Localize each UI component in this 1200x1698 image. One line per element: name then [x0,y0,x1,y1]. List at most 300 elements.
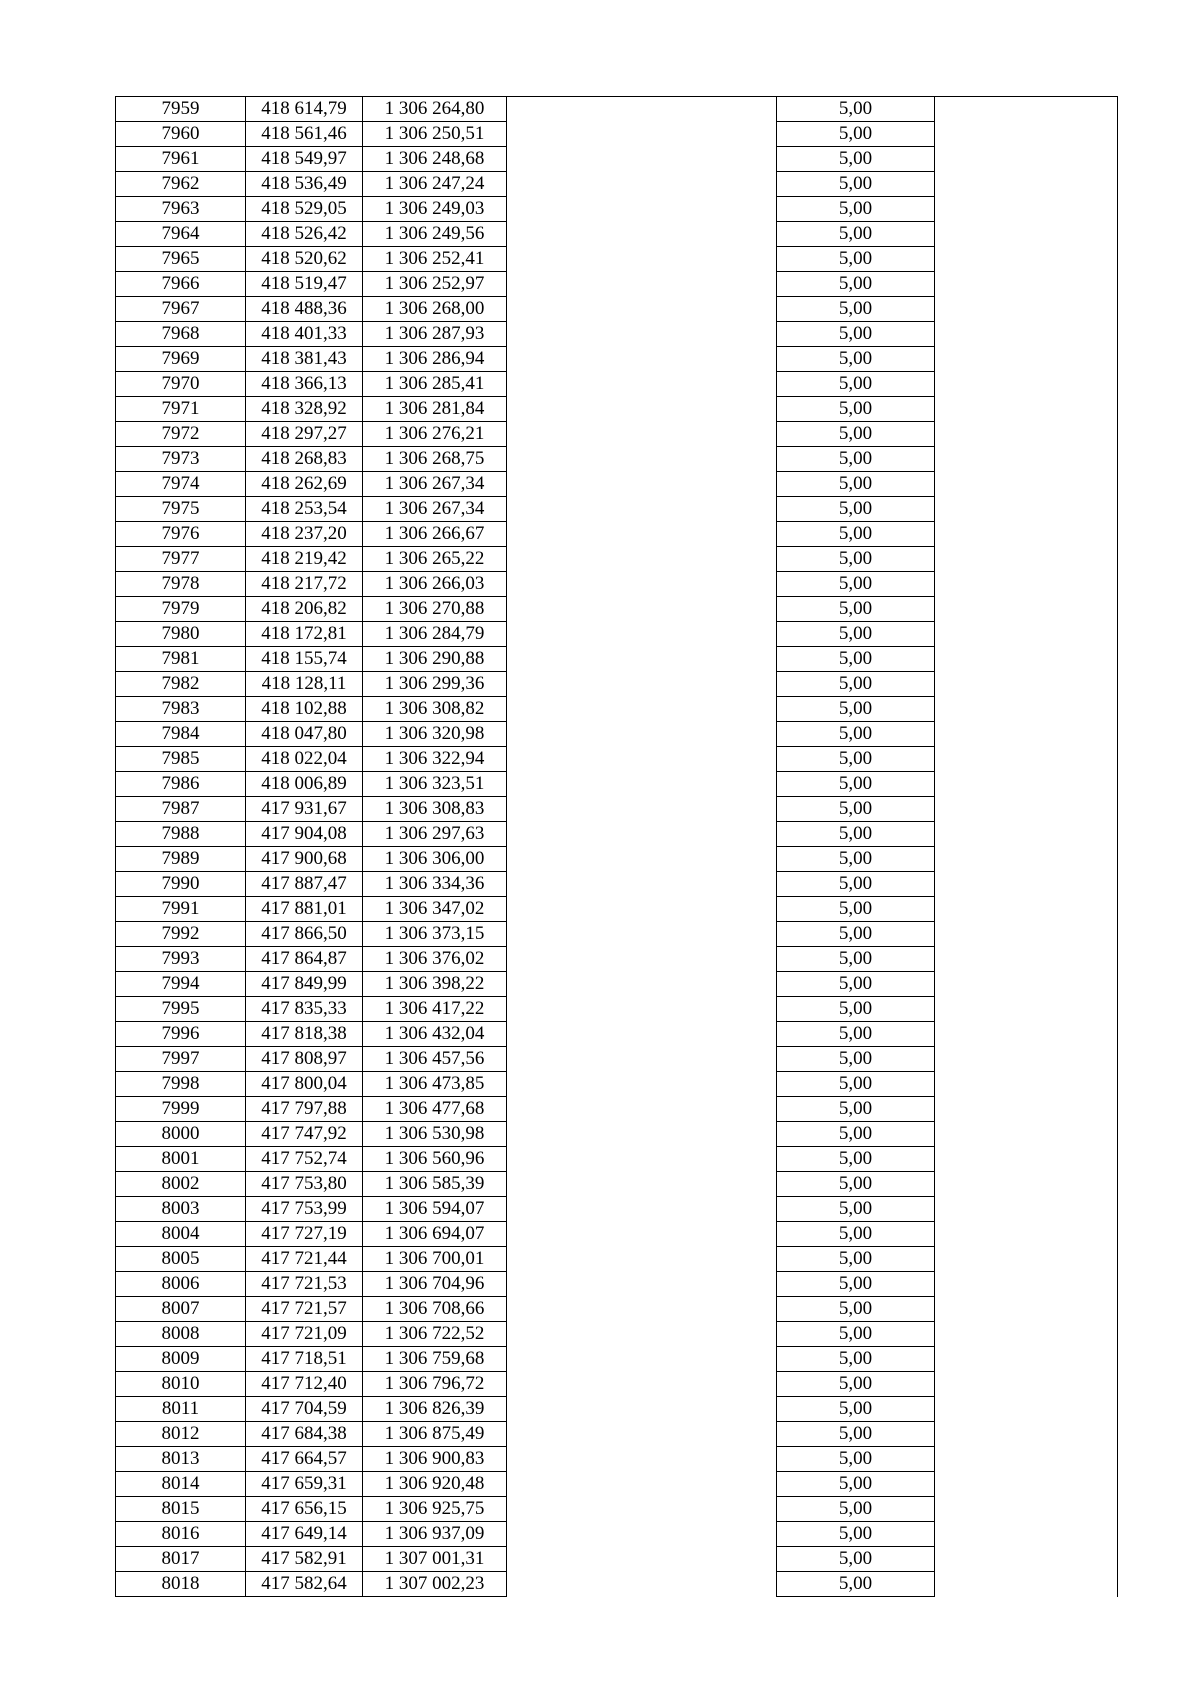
table-row [116,1222,1118,1247]
x-coordinate-cell: 418 381,43 [246,347,363,372]
value-cell: 5,00 [777,997,935,1022]
y-coordinate-cell: 1 306 694,07 [363,1222,507,1247]
table-row [116,1422,1118,1447]
table-row [116,872,1118,897]
empty-cell [507,597,777,622]
value-cell: 5,00 [777,322,935,347]
empty-cell [935,197,1118,222]
table-row [116,372,1118,397]
empty-cell [507,572,777,597]
empty-cell [935,147,1118,172]
table-row [116,847,1118,872]
table-row [116,1072,1118,1097]
table-row [116,1472,1118,1497]
table-row [116,697,1118,722]
y-coordinate-cell: 1 306 248,68 [363,147,507,172]
empty-cell [507,1572,777,1597]
value-cell: 5,00 [777,297,935,322]
value-cell: 5,00 [777,1147,935,1172]
point-number-cell: 8006 [116,1272,246,1297]
x-coordinate-cell: 417 721,53 [246,1272,363,1297]
x-coordinate-cell: 418 297,27 [246,422,363,447]
x-coordinate-cell: 418 219,42 [246,547,363,572]
table-row [116,247,1118,272]
x-coordinate-cell: 417 659,31 [246,1472,363,1497]
y-coordinate-cell: 1 306 376,02 [363,947,507,972]
empty-cell [507,1272,777,1297]
y-coordinate-cell: 1 306 268,00 [363,297,507,322]
point-number-cell: 7975 [116,497,246,522]
empty-cell [507,1222,777,1247]
empty-cell [935,97,1118,122]
table-row [116,747,1118,772]
table-row [116,1047,1118,1072]
x-coordinate-cell: 417 835,33 [246,997,363,1022]
table-row [116,1147,1118,1172]
y-coordinate-cell: 1 306 796,72 [363,1372,507,1397]
x-coordinate-cell: 418 172,81 [246,622,363,647]
empty-cell [935,397,1118,422]
empty-cell [507,197,777,222]
empty-cell [935,1047,1118,1072]
x-coordinate-cell: 417 747,92 [246,1122,363,1147]
empty-cell [507,547,777,572]
x-coordinate-cell: 417 753,99 [246,1197,363,1222]
x-coordinate-cell: 417 904,08 [246,822,363,847]
point-number-cell: 8012 [116,1422,246,1447]
empty-cell [935,547,1118,572]
point-number-cell: 7987 [116,797,246,822]
value-cell: 5,00 [777,197,935,222]
empty-cell [507,147,777,172]
point-number-cell: 7959 [116,97,246,122]
empty-cell [935,1197,1118,1222]
empty-cell [935,1322,1118,1347]
x-coordinate-cell: 418 561,46 [246,122,363,147]
y-coordinate-cell: 1 306 594,07 [363,1197,507,1222]
empty-cell [935,947,1118,972]
point-number-cell: 8017 [116,1547,246,1572]
value-cell: 5,00 [777,1572,935,1597]
x-coordinate-cell: 417 664,57 [246,1447,363,1472]
x-coordinate-cell: 418 268,83 [246,447,363,472]
point-number-cell: 7996 [116,1022,246,1047]
empty-cell [935,872,1118,897]
empty-cell [935,697,1118,722]
x-coordinate-cell: 417 649,14 [246,1522,363,1547]
x-coordinate-cell: 417 721,57 [246,1297,363,1322]
coordinates-table [115,96,1118,1597]
y-coordinate-cell: 1 306 457,56 [363,1047,507,1072]
value-cell: 5,00 [777,897,935,922]
empty-cell [935,1547,1118,1572]
value-cell: 5,00 [777,797,935,822]
y-coordinate-cell: 1 306 530,98 [363,1122,507,1147]
x-coordinate-cell: 417 704,59 [246,1397,363,1422]
empty-cell [507,622,777,647]
point-number-cell: 7982 [116,672,246,697]
point-number-cell: 7989 [116,847,246,872]
value-cell: 5,00 [777,497,935,522]
table-row [116,1572,1118,1597]
empty-cell [507,797,777,822]
empty-cell [935,247,1118,272]
x-coordinate-cell: 417 866,50 [246,922,363,947]
point-number-cell: 7995 [116,997,246,1022]
value-cell: 5,00 [777,747,935,772]
point-number-cell: 7999 [116,1097,246,1122]
table-row [116,1197,1118,1222]
value-cell: 5,00 [777,122,935,147]
table-row [116,1172,1118,1197]
y-coordinate-cell: 1 306 252,41 [363,247,507,272]
empty-cell [507,672,777,697]
table-row [116,897,1118,922]
point-number-cell: 8002 [116,1172,246,1197]
empty-cell [507,1122,777,1147]
empty-cell [507,1322,777,1347]
empty-cell [507,222,777,247]
value-cell: 5,00 [777,1072,935,1097]
empty-cell [507,1522,777,1547]
empty-cell [935,922,1118,947]
value-cell: 5,00 [777,372,935,397]
y-coordinate-cell: 1 306 432,04 [363,1022,507,1047]
y-coordinate-cell: 1 306 320,98 [363,722,507,747]
point-number-cell: 7968 [116,322,246,347]
empty-cell [935,497,1118,522]
y-coordinate-cell: 1 306 299,36 [363,672,507,697]
point-number-cell: 8000 [116,1122,246,1147]
value-cell: 5,00 [777,647,935,672]
empty-cell [935,1097,1118,1122]
table-row [116,997,1118,1022]
x-coordinate-cell: 417 797,88 [246,1097,363,1122]
empty-cell [935,772,1118,797]
point-number-cell: 7993 [116,947,246,972]
table-row [116,122,1118,147]
empty-cell [507,922,777,947]
x-coordinate-cell: 418 237,20 [246,522,363,547]
value-cell: 5,00 [777,1347,935,1372]
empty-cell [507,297,777,322]
empty-cell [507,122,777,147]
value-cell: 5,00 [777,622,935,647]
table-row [116,972,1118,997]
y-coordinate-cell: 1 306 937,09 [363,1522,507,1547]
empty-cell [507,697,777,722]
empty-cell [507,772,777,797]
empty-cell [507,1072,777,1097]
empty-cell [935,1347,1118,1372]
empty-cell [935,272,1118,297]
y-coordinate-cell: 1 306 925,75 [363,1497,507,1522]
empty-cell [507,1097,777,1122]
y-coordinate-cell: 1 306 266,03 [363,572,507,597]
x-coordinate-cell: 417 800,04 [246,1072,363,1097]
value-cell: 5,00 [777,272,935,297]
empty-cell [935,647,1118,672]
empty-cell [935,997,1118,1022]
x-coordinate-cell: 417 721,09 [246,1322,363,1347]
value-cell: 5,00 [777,172,935,197]
table-row [116,1322,1118,1347]
y-coordinate-cell: 1 306 267,34 [363,497,507,522]
value-cell: 5,00 [777,1297,935,1322]
x-coordinate-cell: 417 818,38 [246,1022,363,1047]
empty-cell [935,422,1118,447]
table-body [116,97,1118,1597]
y-coordinate-cell: 1 306 900,83 [363,1447,507,1472]
y-coordinate-cell: 1 307 001,31 [363,1547,507,1572]
empty-cell [935,1222,1118,1247]
point-number-cell: 7986 [116,772,246,797]
point-number-cell: 8015 [116,1497,246,1522]
point-number-cell: 7990 [116,872,246,897]
point-number-cell: 7980 [116,622,246,647]
y-coordinate-cell: 1 306 287,93 [363,322,507,347]
value-cell: 5,00 [777,772,935,797]
empty-cell [935,1522,1118,1547]
y-coordinate-cell: 1 306 247,24 [363,172,507,197]
y-coordinate-cell: 1 306 704,96 [363,1272,507,1297]
point-number-cell: 7960 [116,122,246,147]
empty-cell [507,897,777,922]
y-coordinate-cell: 1 306 560,96 [363,1147,507,1172]
x-coordinate-cell: 417 849,99 [246,972,363,997]
point-number-cell: 7972 [116,422,246,447]
table-row [116,1122,1118,1147]
empty-cell [935,1447,1118,1472]
value-cell: 5,00 [777,922,935,947]
y-coordinate-cell: 1 306 875,49 [363,1422,507,1447]
empty-cell [507,1197,777,1222]
x-coordinate-cell: 417 752,74 [246,1147,363,1172]
x-coordinate-cell: 418 253,54 [246,497,363,522]
point-number-cell: 8011 [116,1397,246,1422]
empty-cell [507,172,777,197]
y-coordinate-cell: 1 306 250,51 [363,122,507,147]
x-coordinate-cell: 418 047,80 [246,722,363,747]
empty-cell [507,1347,777,1372]
empty-cell [507,1047,777,1072]
table-row [116,1097,1118,1122]
empty-cell [935,722,1118,747]
table-row [116,197,1118,222]
value-cell: 5,00 [777,947,935,972]
point-number-cell: 7983 [116,697,246,722]
point-number-cell: 7979 [116,597,246,622]
x-coordinate-cell: 418 022,04 [246,747,363,772]
empty-cell [507,1397,777,1422]
table-row [116,1272,1118,1297]
empty-cell [935,1272,1118,1297]
value-cell: 5,00 [777,822,935,847]
empty-cell [935,672,1118,697]
point-number-cell: 8008 [116,1322,246,1347]
y-coordinate-cell: 1 306 308,82 [363,697,507,722]
value-cell: 5,00 [777,422,935,447]
table-row [116,547,1118,572]
empty-cell [507,647,777,672]
y-coordinate-cell: 1 306 700,01 [363,1247,507,1272]
y-coordinate-cell: 1 307 002,23 [363,1572,507,1597]
point-number-cell: 8009 [116,1347,246,1372]
empty-cell [935,622,1118,647]
table-row [116,272,1118,297]
empty-cell [935,1372,1118,1397]
x-coordinate-cell: 418 155,74 [246,647,363,672]
empty-cell [507,747,777,772]
point-number-cell: 7976 [116,522,246,547]
point-number-cell: 8016 [116,1522,246,1547]
empty-cell [507,1147,777,1172]
y-coordinate-cell: 1 306 308,83 [363,797,507,822]
table-row [116,572,1118,597]
point-number-cell: 7967 [116,297,246,322]
point-number-cell: 7984 [116,722,246,747]
empty-cell [935,297,1118,322]
value-cell: 5,00 [777,1022,935,1047]
y-coordinate-cell: 1 306 286,94 [363,347,507,372]
x-coordinate-cell: 418 262,69 [246,472,363,497]
x-coordinate-cell: 417 684,38 [246,1422,363,1447]
empty-cell [507,1247,777,1272]
x-coordinate-cell: 417 718,51 [246,1347,363,1372]
table-row [116,772,1118,797]
table-row [116,647,1118,672]
table-row [116,597,1118,622]
empty-cell [507,272,777,297]
y-coordinate-cell: 1 306 297,63 [363,822,507,847]
value-cell: 5,00 [777,147,935,172]
point-number-cell: 7969 [116,347,246,372]
value-cell: 5,00 [777,1172,935,1197]
y-coordinate-cell: 1 306 270,88 [363,597,507,622]
value-cell: 5,00 [777,1472,935,1497]
value-cell: 5,00 [777,247,935,272]
point-number-cell: 8014 [116,1472,246,1497]
y-coordinate-cell: 1 306 920,48 [363,1472,507,1497]
empty-cell [935,1122,1118,1147]
y-coordinate-cell: 1 306 266,67 [363,522,507,547]
value-cell: 5,00 [777,1372,935,1397]
x-coordinate-cell: 418 614,79 [246,97,363,122]
value-cell: 5,00 [777,1122,935,1147]
value-cell: 5,00 [777,1322,935,1347]
empty-cell [935,447,1118,472]
value-cell: 5,00 [777,1247,935,1272]
empty-cell [507,1422,777,1447]
y-coordinate-cell: 1 306 759,68 [363,1347,507,1372]
table-row [116,797,1118,822]
empty-cell [935,897,1118,922]
empty-cell [507,722,777,747]
point-number-cell: 7970 [116,372,246,397]
empty-cell [507,372,777,397]
value-cell: 5,00 [777,1447,935,1472]
y-coordinate-cell: 1 306 323,51 [363,772,507,797]
empty-cell [935,1397,1118,1422]
y-coordinate-cell: 1 306 252,97 [363,272,507,297]
empty-cell [507,1297,777,1322]
empty-cell [507,872,777,897]
table-row [116,522,1118,547]
y-coordinate-cell: 1 306 284,79 [363,622,507,647]
empty-cell [935,322,1118,347]
x-coordinate-cell: 417 887,47 [246,872,363,897]
empty-cell [935,1172,1118,1197]
x-coordinate-cell: 418 526,42 [246,222,363,247]
y-coordinate-cell: 1 306 708,66 [363,1297,507,1322]
value-cell: 5,00 [777,597,935,622]
empty-cell [935,347,1118,372]
value-cell: 5,00 [777,1222,935,1247]
empty-cell [507,1172,777,1197]
empty-cell [507,447,777,472]
x-coordinate-cell: 418 401,33 [246,322,363,347]
y-coordinate-cell: 1 306 264,80 [363,97,507,122]
x-coordinate-cell: 418 128,11 [246,672,363,697]
x-coordinate-cell: 417 753,80 [246,1172,363,1197]
empty-cell [507,97,777,122]
point-number-cell: 8004 [116,1222,246,1247]
empty-cell [935,1497,1118,1522]
y-coordinate-cell: 1 306 268,75 [363,447,507,472]
x-coordinate-cell: 417 881,01 [246,897,363,922]
empty-cell [935,222,1118,247]
point-number-cell: 7988 [116,822,246,847]
empty-cell [935,1022,1118,1047]
x-coordinate-cell: 418 006,89 [246,772,363,797]
empty-cell [507,1497,777,1522]
y-coordinate-cell: 1 306 249,56 [363,222,507,247]
empty-cell [507,472,777,497]
empty-cell [935,822,1118,847]
point-number-cell: 7991 [116,897,246,922]
x-coordinate-cell: 418 520,62 [246,247,363,272]
table-row [116,172,1118,197]
x-coordinate-cell: 418 366,13 [246,372,363,397]
empty-cell [507,972,777,997]
value-cell: 5,00 [777,397,935,422]
point-number-cell: 7963 [116,197,246,222]
x-coordinate-cell: 418 549,97 [246,147,363,172]
x-coordinate-cell: 418 529,05 [246,197,363,222]
y-coordinate-cell: 1 306 276,21 [363,422,507,447]
empty-cell [507,1022,777,1047]
table-row [116,422,1118,447]
point-number-cell: 7978 [116,572,246,597]
empty-cell [935,172,1118,197]
value-cell: 5,00 [777,722,935,747]
table-row [116,1497,1118,1522]
empty-cell [507,322,777,347]
empty-cell [507,422,777,447]
y-coordinate-cell: 1 306 290,88 [363,647,507,672]
point-number-cell: 7994 [116,972,246,997]
empty-cell [935,1472,1118,1497]
table-row [116,222,1118,247]
value-cell: 5,00 [777,1522,935,1547]
empty-cell [507,947,777,972]
y-coordinate-cell: 1 306 281,84 [363,397,507,422]
y-coordinate-cell: 1 306 722,52 [363,1322,507,1347]
point-number-cell: 8007 [116,1297,246,1322]
value-cell: 5,00 [777,547,935,572]
empty-cell [935,747,1118,772]
empty-cell [935,522,1118,547]
